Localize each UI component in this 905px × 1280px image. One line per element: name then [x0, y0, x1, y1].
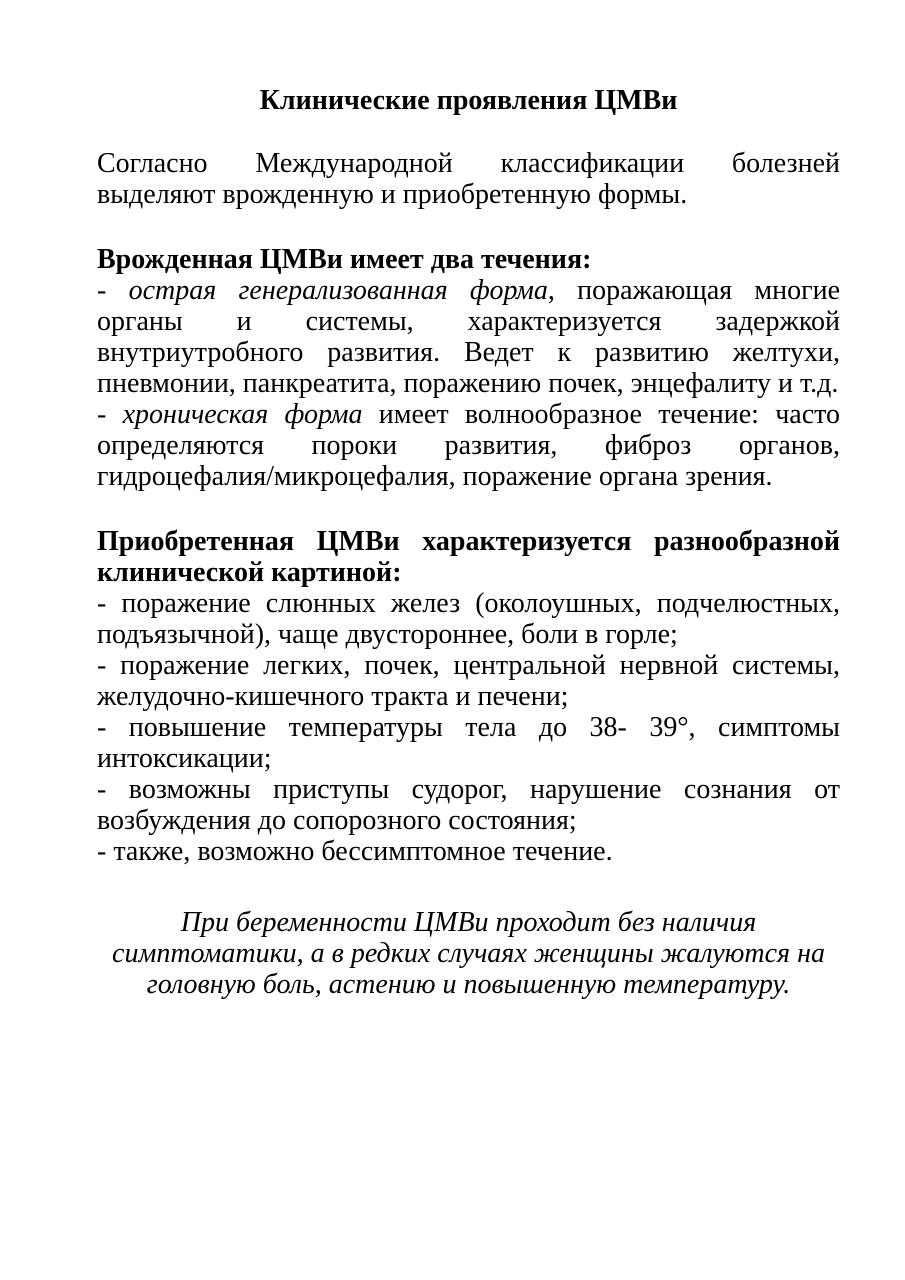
- text-run: Согласно Международной классификации болезней выделяют врожденную и приобретенную формы.: [97, 148, 840, 210]
- chronic-form-item: [97, 399, 840, 492]
- intro-paragraph: [97, 148, 840, 210]
- text-run: - поражение слюнных желез (околоушных, подчелюстных, подъязычной), чаще двустороннее, боли в горле;: [97, 588, 840, 650]
- acute-form-item: [97, 275, 840, 399]
- italic-run: острая генерализованная форма: [128, 275, 548, 306]
- salivary-glands-item: [97, 588, 840, 650]
- pregnancy-note: [97, 907, 840, 1000]
- text-run: имеет волнообразное течение: часто определяются пороки развития, фиброз органов, гидроцефалия/микроцефалия, поражение органа зрения.: [97, 399, 841, 492]
- congenital-heading: [97, 244, 840, 275]
- blank-line: [97, 210, 840, 244]
- text-run: -: [97, 399, 123, 430]
- text-run: Приобретенная ЦМВи характеризуется разнообразной клинической картиной:: [97, 526, 840, 588]
- text-run: Врожденная ЦМВи имеет два течения:: [97, 244, 592, 275]
- acquired-heading: [97, 526, 840, 588]
- text-run: , поражающая многие органы и системы, характеризуется задержкой внутриутробного развития. Ведет к развитию желтухи, пневмонии, панкреатита, поражению почек, энцефалиту и т.д.: [97, 275, 840, 399]
- text-run: - повышение температуры тела до 38- 39°, симптомы интоксикации;: [97, 712, 840, 774]
- text-run: -: [97, 275, 129, 306]
- asymptomatic-item: [97, 836, 840, 867]
- text-run: - возможны приступы судорог, нарушение сознания от возбуждения до сопорозного состояния;: [97, 774, 840, 836]
- organs-item: [97, 650, 840, 712]
- text-run: - поражение легких, почек, центральной нервной системы, желудочно-кишечного тракта и печени;: [97, 650, 840, 712]
- seizures-item: [97, 774, 840, 836]
- text-run: - также, возможно бессимптомное течение.: [97, 836, 613, 867]
- document-title: Клинические проявления ЦМВи: [259, 85, 678, 116]
- document-body: [97, 148, 840, 1000]
- text-run: При беременности ЦМВи проходит без наличия симптоматики, а в редких случаях женщины жалуются на головную боль, астению и повышенную температуру.: [112, 907, 825, 1000]
- italic-run: хроническая форма: [122, 399, 363, 430]
- blank-line: [97, 867, 840, 901]
- blank-line: [97, 492, 840, 526]
- temperature-item: [97, 712, 840, 774]
